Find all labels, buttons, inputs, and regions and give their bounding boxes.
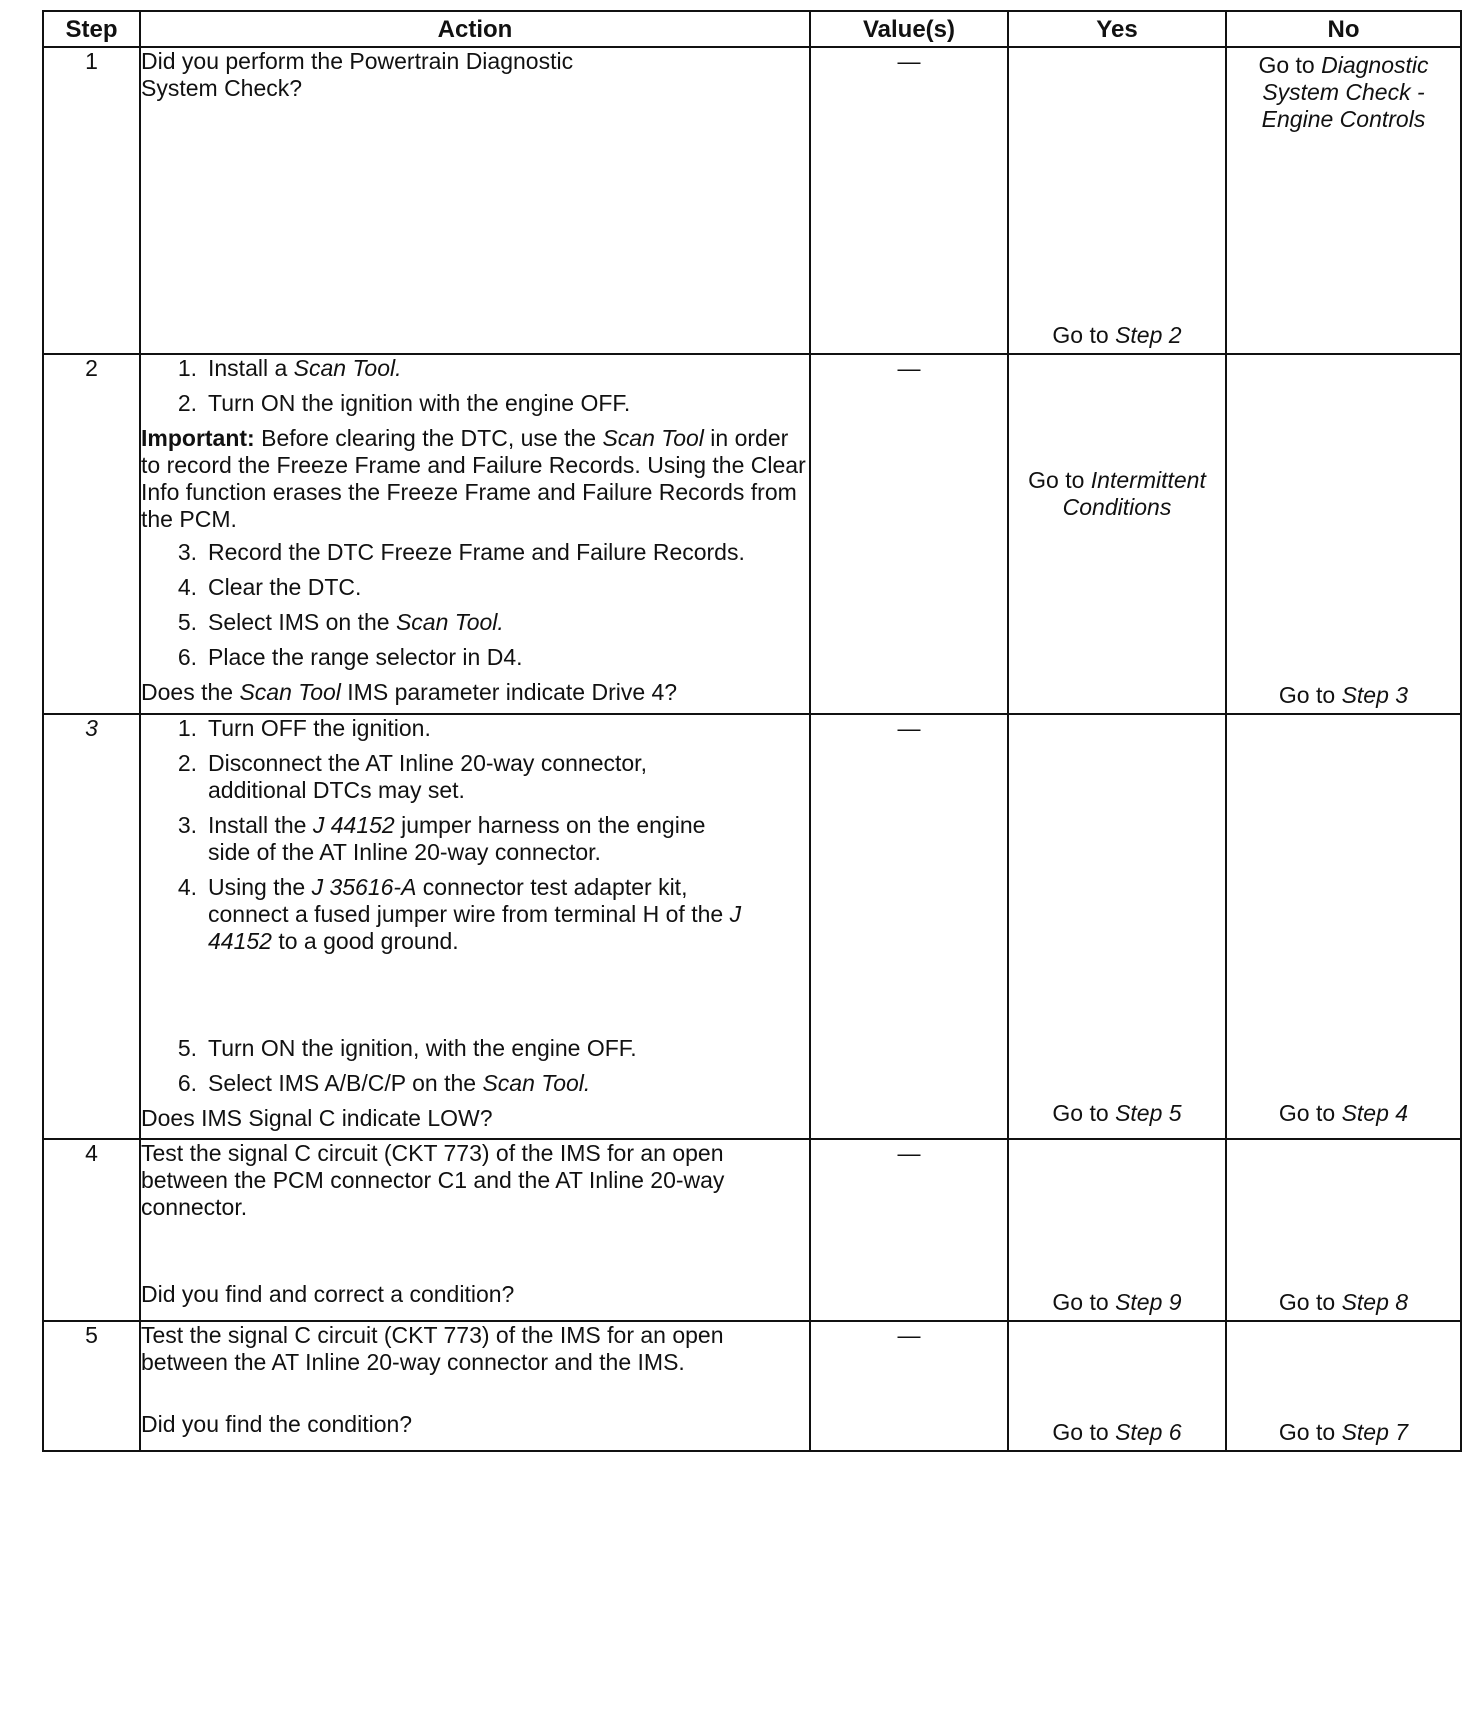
yes-link[interactable]: Go to Step 2	[1052, 322, 1182, 348]
list-item: 1. Install a Scan Tool.	[177, 355, 402, 381]
yes-cell	[1008, 714, 1226, 1139]
yes-cell	[1008, 1321, 1226, 1451]
list-item: 1. Turn OFF the ignition.	[177, 715, 431, 741]
list-item: 3. Install the J 44152 jumper harness on the engine side of the AT Inline 20-way connector.	[177, 812, 706, 865]
step-number: 3	[43, 714, 140, 1139]
header-yes: Yes	[1008, 11, 1226, 47]
list-item: 6. Place the range selector in D4.	[177, 644, 523, 670]
action-cell	[140, 354, 810, 714]
table-row	[43, 1321, 1461, 1451]
list-item: 5. Select IMS on the Scan Tool.	[177, 609, 504, 635]
action-cell	[140, 714, 810, 1139]
no-cell	[1226, 1321, 1461, 1451]
table-row	[43, 47, 1461, 354]
list-item: 4. Using the J 35616-A connector test adapter kit, connect a fused jumper wire from terminal H of the J 44152 to a good ground.	[177, 874, 742, 954]
step-number: 4	[43, 1139, 140, 1321]
table-row	[43, 354, 1461, 714]
action-cell	[140, 1321, 810, 1451]
list-item: 2. Turn ON the ignition with the engine OFF.	[177, 390, 631, 416]
no-cell	[1226, 714, 1461, 1139]
yes-cell	[1008, 1139, 1226, 1321]
yes-cell	[1008, 47, 1226, 354]
header-row	[43, 11, 1461, 47]
list-item: 6. Select IMS A/B/C/P on the Scan Tool.	[177, 1070, 591, 1096]
value-cell: —	[810, 354, 1008, 714]
yes-link[interactable]: Go to Step 9	[1052, 1289, 1182, 1315]
header-values: Value(s)	[810, 11, 1008, 47]
diagnostic-table	[42, 10, 1462, 1452]
question-text: Did you find the condition?	[141, 1411, 413, 1437]
header-no: No	[1226, 11, 1461, 47]
action-cell	[140, 47, 810, 354]
no-cell	[1226, 1139, 1461, 1321]
no-link[interactable]: Go to Step 7	[1278, 1419, 1409, 1445]
list-item: 3. Record the DTC Freeze Frame and Failure Records.	[177, 539, 745, 565]
no-link[interactable]: Go to Step 3	[1278, 682, 1409, 708]
yes-link[interactable]: Go to Intermittent Conditions	[1028, 467, 1206, 520]
header-step: Step	[43, 11, 140, 47]
list-item: 4. Clear the DTC.	[177, 574, 362, 600]
list-item: 2. Disconnect the AT Inline 20-way connector, additional DTCs may set.	[177, 750, 647, 803]
no-link[interactable]: Go to Step 4	[1278, 1100, 1409, 1126]
action-cell	[140, 1139, 810, 1321]
action-text: Did you perform the Powertrain Diagnostic System Check?	[141, 48, 574, 101]
table-row	[43, 1139, 1461, 1321]
value-cell: —	[810, 47, 1008, 354]
no-link[interactable]: Go to Step 8	[1278, 1289, 1409, 1315]
yes-link[interactable]: Go to Step 6	[1052, 1419, 1182, 1445]
no-link[interactable]: Go to Diagnostic System Check - Engine Controls	[1258, 52, 1429, 132]
table-row	[43, 714, 1461, 1139]
header-action: Action	[140, 11, 810, 47]
yes-link[interactable]: Go to Step 5	[1052, 1100, 1182, 1126]
step-number: 5	[43, 1321, 140, 1451]
question-text: Does the Scan Tool IMS parameter indicate Drive 4?	[141, 679, 678, 705]
question-text: Did you find and correct a condition?	[141, 1281, 515, 1307]
action-text: Test the signal C circuit (CKT 773) of the IMS for an open between the PCM connector C1 and the AT Inline 20-way connector.	[141, 1140, 725, 1220]
value-cell: —	[810, 1321, 1008, 1451]
value-cell: —	[810, 1139, 1008, 1321]
step-number: 2	[43, 354, 140, 714]
no-cell	[1226, 47, 1461, 354]
important-note: Important: Before clearing the DTC, use the Scan Tool in order to record the Freeze Frame and Failure Records. Using the Clear Info function erases the Freeze Frame and Failure Records from the PCM.	[141, 425, 806, 532]
yes-cell	[1008, 354, 1226, 714]
value-cell: —	[810, 714, 1008, 1139]
question-text: Does IMS Signal C indicate LOW?	[141, 1105, 493, 1131]
no-cell	[1226, 354, 1461, 714]
list-item: 5. Turn ON the ignition, with the engine OFF.	[177, 1035, 637, 1061]
action-text: Test the signal C circuit (CKT 773) of the IMS for an open between the AT Inline 20-way connector and the IMS.	[141, 1322, 724, 1375]
step-number: 1	[43, 47, 140, 354]
